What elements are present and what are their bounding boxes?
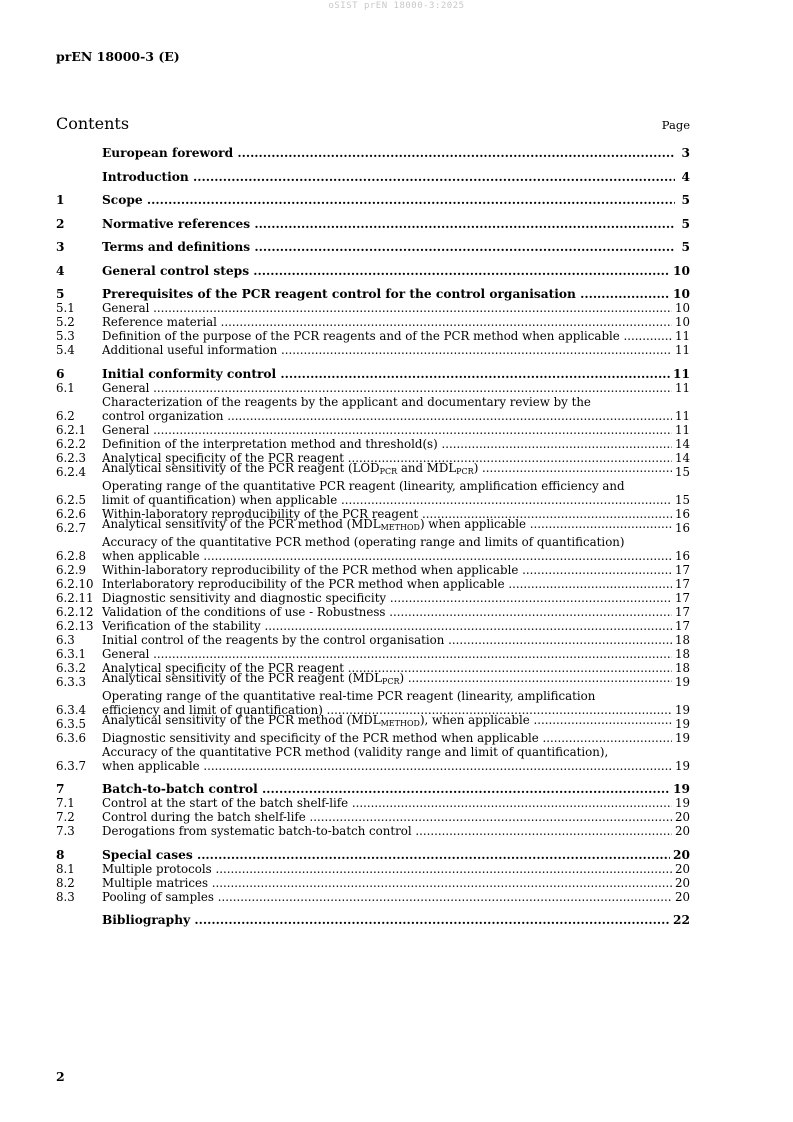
table-of-contents — [56, 146, 690, 927]
toc-entry[interactable] — [56, 810, 690, 824]
toc-entry-page: 11 — [673, 366, 690, 381]
toc-entry-title — [102, 745, 672, 773]
toc-entry-title: Normative references ..... — [102, 217, 675, 231]
page-number: 2 — [56, 1069, 65, 1084]
toc-entry-page: 15 — [674, 492, 690, 507]
toc-entry-number: 6.3.6 — [56, 730, 87, 745]
toc-entry-number: 2 — [56, 216, 65, 231]
toc-entry-title: Analytical specificity of the PCR reagent ..... — [102, 451, 672, 465]
toc-entry[interactable] — [56, 301, 690, 315]
toc-entry-number: 8.3 — [56, 889, 75, 904]
toc-entry-title: Definition of the interpretation method and threshold(s) ..... — [102, 437, 672, 451]
toc-entry[interactable] — [56, 731, 690, 745]
toc-entry-title: Analytical sensitivity of the PCR method $(MDL_{METHOD})$ when applicable ..... — [102, 517, 672, 535]
toc-entry-number: 5.3 — [56, 329, 75, 343]
toc-entry-page: 22 — [673, 913, 690, 927]
toc-entry-title-line2: when applicable ..... — [102, 549, 672, 563]
toc-entry-number: 6.3.5 — [56, 716, 87, 731]
watermark: oSIST prEN 18000-3:2025 — [328, 1, 465, 11]
toc-entry-page: 18 — [674, 660, 690, 675]
toc-entry-page: 19 — [674, 716, 690, 731]
toc-entry[interactable] — [56, 782, 690, 796]
toc-entry-title-line2: efficiency and limit of quantification) ..... — [102, 703, 672, 717]
toc-entry-title: Special cases ..... — [102, 848, 670, 862]
toc-entry-page: 19 — [674, 796, 690, 810]
toc-entry-page: 20 — [674, 875, 690, 890]
toc-entry-title: Multiple protocols ..... — [102, 862, 672, 876]
subscript: METHOD — [380, 522, 420, 532]
toc-entry[interactable] — [56, 712, 690, 731]
toc-entry-title: Prerequisites of the PCR reagent control for the control organisation ..... — [102, 287, 670, 301]
toc-entry-number: 6.2.10 — [56, 576, 94, 591]
toc-entry-page: 20 — [674, 810, 690, 824]
toc-entry-number: 6.3.3 — [56, 674, 87, 689]
toc-entry-title-line1: Accuracy of the quantitative PCR method (validity range and limit of quantification), — [102, 744, 609, 759]
toc-entry-number: 7.1 — [56, 796, 75, 810]
contents-title: Contents — [56, 114, 130, 133]
toc-entry-title: Definition of the purpose of the PCR reagents and of the PCR method when applicable ..... — [102, 329, 672, 343]
toc-entry-title: Derogations from systematic batch-to-batch control ..... — [102, 824, 672, 838]
toc-entry-page: 5 — [681, 216, 690, 231]
toc-entry[interactable] — [56, 913, 690, 927]
subscript: METHOD — [380, 718, 420, 728]
toc-entry-number: 8.1 — [56, 861, 75, 876]
toc-entry-title: Batch-to-batch control ..... — [102, 782, 670, 796]
toc-entry-number: 6.2.2 — [56, 436, 87, 451]
toc-entry-page: 16 — [674, 506, 690, 521]
toc-entry-number: 7.2 — [56, 810, 75, 824]
toc-entry[interactable] — [56, 745, 690, 773]
toc-entry[interactable] — [56, 605, 690, 619]
toc-entry-page: 17 — [674, 604, 690, 619]
subscript: PCR — [381, 676, 400, 686]
toc-entry-title: Additional useful information ..... — [102, 343, 672, 357]
toc-entry[interactable] — [56, 563, 690, 577]
toc-entry-page: 14 — [674, 436, 690, 451]
toc-entry[interactable] — [56, 287, 690, 301]
toc-entry-title: Control during the batch shelf-life ..... — [102, 810, 672, 824]
toc-entry-title: Reference material ..... — [102, 315, 672, 329]
toc-entry-page: 10 — [673, 287, 690, 301]
toc-entry-page: 17 — [674, 590, 690, 605]
toc-entry-title: Validation of the conditions of use - Robustness ..... — [102, 605, 672, 619]
toc-entry-number: 6.2.1 — [56, 422, 87, 437]
toc-entry-page: 17 — [674, 576, 690, 591]
toc-entry[interactable] — [56, 848, 690, 862]
toc-entry-page: 11 — [674, 422, 690, 437]
toc-entry-title: Diagnostic sensitivity and diagnostic specificity ..... — [102, 591, 672, 605]
toc-entry[interactable] — [56, 343, 690, 357]
toc-entry-page: 17 — [674, 562, 690, 577]
toc-entry-title-line1: Accuracy of the quantitative PCR method (operating range and limits of quantification) — [102, 534, 625, 549]
toc-entry-page: 16 — [674, 520, 690, 535]
toc-entry[interactable] — [56, 890, 690, 904]
toc-entry-page: 20 — [674, 889, 690, 904]
toc-entry[interactable] — [56, 315, 690, 329]
toc-entry[interactable] — [56, 329, 690, 343]
toc-entry[interactable] — [56, 437, 690, 451]
toc-entry-page: 17 — [674, 618, 690, 633]
toc-entry[interactable] — [56, 217, 690, 231]
toc-entry-title: Bibliography ..... — [102, 913, 670, 927]
toc-entry-title: Initial conformity control ..... — [102, 367, 670, 381]
toc-entry-title: European foreword ..... — [102, 146, 675, 160]
toc-entry[interactable] — [56, 516, 690, 535]
subscript: PCR — [456, 466, 474, 476]
toc-entry-number: 6 — [56, 366, 65, 381]
toc-entry-number: 6.3.4 — [56, 702, 87, 717]
toc-entry[interactable] — [56, 796, 690, 810]
toc-entry-title: Initial control of the reagents by the control organisation ..... — [102, 633, 672, 647]
toc-entry-number: 6.2.4 — [56, 464, 87, 479]
toc-entry[interactable] — [56, 423, 690, 437]
toc-entry-page: 20 — [674, 824, 690, 838]
toc-entry-number: 6.2.3 — [56, 450, 87, 465]
toc-entry-number: 5.4 — [56, 343, 75, 357]
toc-entry-number: 6.3.7 — [56, 758, 87, 773]
toc-entry-page: 5 — [681, 240, 690, 254]
toc-entry-number: 6.2.6 — [56, 506, 87, 521]
toc-entry-number: 8.2 — [56, 875, 75, 890]
toc-entry-title: Analytical sensitivity of the PCR reagent ($LOD_{PCR}$ and $MDL_{PCR}$) ..... — [102, 461, 672, 479]
toc-entry-title: Analytical sensitivity of the PCR reagent $(MDL_{PCR})$ ..... — [102, 671, 672, 689]
toc-entry-title: Within-laboratory reproducibility of the PCR method when applicable ..... — [102, 563, 672, 577]
toc-entry-number: 7 — [56, 782, 65, 796]
toc-entry-title-line1: Operating range of the quantitative real-time PCR reagent (linearity, amplification — [102, 688, 596, 703]
toc-entry-title-line1: Characterization of the reagents by the applicant and documentary review by the — [102, 394, 591, 409]
toc-entry-page: 19 — [673, 782, 690, 796]
toc-entry-number: 6.2.8 — [56, 548, 87, 563]
toc-entry-page: 10 — [674, 301, 690, 315]
toc-entry-page: 11 — [674, 329, 690, 343]
toc-entry-title: Terms and definitions ..... — [102, 240, 675, 254]
toc-entry-page: 19 — [674, 702, 690, 717]
toc-entry-page: 20 — [674, 861, 690, 876]
toc-entry-title — [102, 395, 672, 423]
toc-entry-title-line2: when applicable ..... — [102, 759, 672, 773]
toc-entry-number: 5.2 — [56, 315, 75, 329]
toc-entry-title: Introduction ..... — [102, 170, 675, 184]
toc-entry-number: 5.1 — [56, 301, 75, 315]
toc-entry-title: Analytical specificity of the PCR reagent ..... — [102, 661, 672, 675]
toc-entry-page: 5 — [681, 193, 690, 207]
toc-entry-title: Pooling of samples ..... — [102, 890, 672, 904]
toc-entry-page: 18 — [674, 632, 690, 647]
toc-entry[interactable] — [56, 670, 690, 689]
page-column-label: Page — [661, 118, 690, 132]
toc-entry[interactable] — [56, 824, 690, 838]
toc-entry[interactable] — [56, 193, 690, 207]
toc-entry-page: 15 — [674, 464, 690, 479]
toc-entry[interactable] — [56, 381, 690, 395]
toc-entry[interactable] — [56, 862, 690, 876]
toc-entry-page: 16 — [674, 548, 690, 563]
toc-entry-page: 19 — [674, 674, 690, 689]
toc-entry-title: Interlaboratory reproducibility of the PCR method when applicable ..... — [102, 577, 672, 591]
document-id: prEN 18000-3 (E) — [56, 49, 180, 64]
toc-entry-page: 14 — [674, 450, 690, 465]
toc-entry-number: 4 — [56, 263, 65, 278]
toc-entry-page: 19 — [674, 758, 690, 773]
toc-entry-number: 6.2.11 — [56, 590, 94, 605]
toc-entry[interactable] — [56, 240, 690, 254]
toc-entry-title-line2: limit of quantification) when applicable ..... — [102, 493, 672, 507]
toc-entry-title: General control steps ..... — [102, 264, 670, 278]
toc-entry-number: 6.2.7 — [56, 520, 87, 535]
toc-entry-number: 6.3.1 — [56, 646, 87, 661]
toc-entry-number: 6.2.13 — [56, 618, 94, 633]
toc-entry[interactable] — [56, 876, 690, 890]
toc-entry-title: General ..... — [102, 647, 672, 661]
toc-entry-title-line2: control organization ..... — [102, 409, 672, 423]
toc-entry-page: 11 — [674, 408, 690, 423]
toc-entry[interactable] — [56, 647, 690, 661]
toc-entry-title: Within-laboratory reproducibility of the PCR reagent ..... — [102, 507, 672, 521]
toc-entry-number: 5 — [56, 287, 65, 301]
toc-entry[interactable] — [56, 367, 690, 381]
toc-entry-number: 7.3 — [56, 824, 75, 838]
toc-entry-title: General ..... — [102, 381, 672, 395]
toc-entry-title: Control at the start of the batch shelf-life ..... — [102, 796, 672, 810]
toc-entry-page: 20 — [673, 847, 690, 862]
toc-entry-page: 11 — [674, 380, 690, 395]
subscript: PCR — [379, 466, 398, 476]
toc-entry[interactable] — [56, 591, 690, 605]
toc-entry-number: 6.2.9 — [56, 562, 87, 577]
toc-entry-title: General ..... — [102, 423, 672, 437]
toc-entry-number: 6.2.12 — [56, 604, 94, 619]
toc-entry-page: 18 — [674, 646, 690, 661]
toc-entry[interactable] — [56, 460, 690, 479]
toc-entry-title: Analytical sensitivity of the PCR method $(MDL_{METHOD})$, when applicable ..... — [102, 713, 672, 731]
toc-entry-page: 19 — [674, 730, 690, 745]
toc-entry-title — [102, 535, 672, 563]
toc-entry-title-line1: Operating range of the quantitative PCR reagent (linearity, amplification efficiency and — [102, 478, 625, 493]
toc-entry-number: 3 — [56, 240, 65, 254]
toc-entry-number: 1 — [56, 193, 65, 207]
toc-entry-page: 4 — [681, 169, 690, 184]
toc-entry[interactable] — [56, 170, 690, 184]
toc-entry-title: General ..... — [102, 301, 672, 315]
toc-entry-number: 6.3.2 — [56, 660, 87, 675]
toc-entry-title: Scope ..... — [102, 193, 675, 207]
toc-entry-title: Verification of the stability ..... — [102, 619, 672, 633]
toc-entry-page: 10 — [673, 263, 690, 278]
toc-entry[interactable] — [56, 479, 690, 507]
toc-entry-number: 6.1 — [56, 380, 75, 395]
toc-entry[interactable] — [56, 264, 690, 278]
toc-entry-title: Diagnostic sensitivity and specificity of the PCR method when applicable ..... — [102, 731, 672, 745]
toc-entry-page: 10 — [674, 315, 690, 329]
toc-entry[interactable] — [56, 535, 690, 563]
toc-entry-number: 6.2.5 — [56, 492, 87, 507]
toc-entry[interactable] — [56, 146, 690, 160]
toc-entry-number: 6.2 — [56, 408, 75, 423]
toc-entry[interactable] — [56, 619, 690, 633]
toc-entry-page: 11 — [674, 343, 690, 357]
toc-entry-page: 3 — [681, 146, 690, 160]
toc-entry-number: 6.3 — [56, 632, 75, 647]
toc-entry-title: Multiple matrices ..... — [102, 876, 672, 890]
toc-entry-number: 8 — [56, 847, 65, 862]
toc-entry[interactable] — [56, 633, 690, 647]
toc-entry[interactable] — [56, 395, 690, 423]
toc-entry-title — [102, 479, 672, 507]
toc-entry[interactable] — [56, 577, 690, 591]
